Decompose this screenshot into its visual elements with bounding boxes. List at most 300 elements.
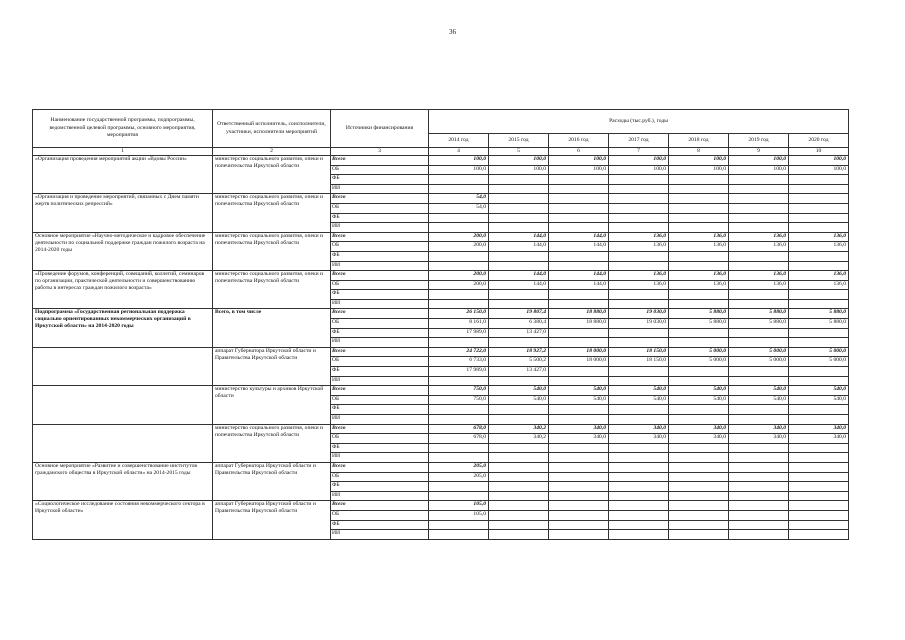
funding-source: ФБ [331, 482, 429, 492]
column-index: 3 [331, 148, 429, 156]
expense-value: 340,2 [489, 424, 549, 434]
expense-value [669, 501, 729, 511]
expense-value: 144,0 [549, 242, 609, 252]
expense-value: 144,0 [549, 280, 609, 290]
expense-value [729, 453, 789, 463]
expense-value: 540,0 [549, 386, 609, 396]
page-number: 36 [449, 28, 456, 36]
expense-value [789, 261, 849, 271]
expense-value [609, 415, 669, 425]
expense-value: 18 000,0 [549, 347, 609, 357]
funding-source: ФБ [331, 290, 429, 300]
expense-value [489, 223, 549, 233]
expense-value: 144,0 [489, 271, 549, 281]
program-name: Основное мероприятие «Развитие и совершенствование институтов гражданского общества в Иркутской области» на 2014-2015 годы [33, 462, 213, 500]
expense-value [609, 453, 669, 463]
column-index: 8 [669, 148, 729, 156]
expense-value [549, 223, 609, 233]
table-row [33, 194, 849, 204]
expense-value [429, 453, 489, 463]
expense-value [789, 299, 849, 309]
expense-value [729, 338, 789, 348]
column-index: 10 [789, 148, 849, 156]
expense-value: 100,0 [669, 165, 729, 175]
expense-value [429, 376, 489, 386]
expense-value [489, 443, 549, 453]
expense-value [669, 415, 729, 425]
expense-value [429, 251, 489, 261]
expense-value [609, 338, 669, 348]
expense-value [549, 194, 609, 204]
expense-value: 5 000,0 [729, 357, 789, 367]
funding-source: ФБ [331, 443, 429, 453]
expense-value [669, 213, 729, 223]
expense-value: 540,0 [789, 386, 849, 396]
expense-value: 136,0 [789, 271, 849, 281]
expense-value [669, 530, 729, 540]
expense-value [489, 194, 549, 204]
expense-value [609, 462, 669, 472]
expense-value [729, 510, 789, 520]
expense-value: 540,0 [549, 395, 609, 405]
expense-value [789, 510, 849, 520]
expense-value [609, 520, 669, 530]
expense-value [669, 462, 729, 472]
header-year: 2017 год [609, 134, 669, 148]
expense-value: 100,0 [669, 155, 729, 165]
expense-value [489, 520, 549, 530]
funding-source: ИИ [331, 223, 429, 233]
expense-value [609, 510, 669, 520]
expense-value [429, 290, 489, 300]
funding-source: ИИ [331, 530, 429, 540]
header-year: 2018 год [669, 134, 729, 148]
expense-value [549, 261, 609, 271]
expense-value [429, 299, 489, 309]
funding-source: ОБ [331, 203, 429, 213]
expense-value [489, 501, 549, 511]
expense-value [549, 443, 609, 453]
expense-value [489, 290, 549, 300]
expense-value [429, 491, 489, 501]
expense-value [609, 482, 669, 492]
expense-value [429, 338, 489, 348]
expense-value [609, 376, 669, 386]
expense-value: 136,0 [609, 242, 669, 252]
expense-value [429, 184, 489, 194]
expense-value [549, 367, 609, 377]
funding-source: Всего [331, 155, 429, 165]
expense-value [789, 482, 849, 492]
expense-value [729, 328, 789, 338]
expense-value [729, 491, 789, 501]
expense-value: 200,0 [429, 271, 489, 281]
expense-value [549, 462, 609, 472]
program-name: Основное мероприятие «Научно-методическое и кадровое обеспечение деятельности по социальной поддержке граждан пожилого возраста на 2014-2020 годы [33, 232, 213, 270]
funding-source: ИИ [331, 299, 429, 309]
expense-value: 340,0 [669, 434, 729, 444]
expense-value: 5 880,0 [789, 309, 849, 319]
expense-value [729, 405, 789, 415]
funding-source: ИИ [331, 184, 429, 194]
expense-value: 205,0 [429, 472, 489, 482]
expense-value [669, 520, 729, 530]
expense-value [669, 299, 729, 309]
expense-value [549, 184, 609, 194]
expense-value: 100,0 [489, 155, 549, 165]
header-expenses: Расходы (тыс.руб.), годы [429, 110, 849, 134]
expense-value: 205,0 [429, 462, 489, 472]
expense-value [489, 510, 549, 520]
expenses-table [32, 109, 849, 540]
funding-source: ФБ [331, 175, 429, 185]
expense-value [729, 223, 789, 233]
expense-value: 18 000,0 [549, 357, 609, 367]
expense-value [549, 328, 609, 338]
expense-value: 26 150,0 [429, 309, 489, 319]
expense-value: 19 807,4 [489, 309, 549, 319]
expense-value [789, 443, 849, 453]
responsible-executor: министерство социального развития, опеки и попечительства Иркутской области [213, 271, 331, 309]
expense-value: 340,0 [669, 424, 729, 434]
expense-value [669, 203, 729, 213]
expense-value [669, 251, 729, 261]
expense-value: 18 880,0 [549, 319, 609, 329]
expense-value [489, 203, 549, 213]
expense-value: 750,0 [429, 386, 489, 396]
expense-value [789, 501, 849, 511]
table-row [33, 386, 849, 396]
funding-source: ОБ [331, 319, 429, 329]
expense-value [609, 203, 669, 213]
expense-value [609, 175, 669, 185]
expense-value [489, 415, 549, 425]
expense-value: 100,0 [549, 165, 609, 175]
expense-value: 200,0 [429, 232, 489, 242]
expense-value: 540,0 [669, 395, 729, 405]
expense-value: 6 733,0 [429, 357, 489, 367]
table-row [33, 501, 849, 511]
expense-value: 136,0 [609, 271, 669, 281]
funding-source: Всего [331, 232, 429, 242]
expense-value: 100,0 [729, 155, 789, 165]
expense-value [669, 510, 729, 520]
expense-value [789, 184, 849, 194]
expense-value: 5 000,0 [729, 347, 789, 357]
table-row [33, 462, 849, 472]
expense-value [789, 462, 849, 472]
expense-value: 54,0 [429, 203, 489, 213]
expense-value: 18 880,0 [549, 309, 609, 319]
column-index: 9 [729, 148, 789, 156]
funding-source: ОБ [331, 165, 429, 175]
expense-value: 5 880,0 [789, 319, 849, 329]
column-index: 2 [213, 148, 331, 156]
funding-source: Всего [331, 386, 429, 396]
expense-value: 136,0 [669, 280, 729, 290]
funding-source: Всего [331, 347, 429, 357]
expense-value: 540,0 [489, 386, 549, 396]
expense-value [489, 462, 549, 472]
expense-value [669, 482, 729, 492]
expense-value [729, 213, 789, 223]
table-row [33, 232, 849, 242]
expense-value [669, 290, 729, 300]
expense-value [549, 290, 609, 300]
expense-value: 750,0 [429, 395, 489, 405]
expense-value: 5 880,0 [729, 319, 789, 329]
expense-value: 13 427,0 [489, 328, 549, 338]
expense-value: 100,0 [489, 165, 549, 175]
expense-value: 105,0 [429, 510, 489, 520]
expense-value [789, 338, 849, 348]
expense-value [489, 376, 549, 386]
expense-value: 5 880,0 [669, 309, 729, 319]
expense-value [549, 251, 609, 261]
expense-value [669, 443, 729, 453]
funding-source: ФБ [331, 213, 429, 223]
expense-value [789, 328, 849, 338]
expense-value: 5 880,0 [729, 309, 789, 319]
expense-value [789, 491, 849, 501]
expense-value: 13 427,0 [489, 367, 549, 377]
header-year: 2014 год [429, 134, 489, 148]
expense-value: 136,0 [789, 242, 849, 252]
expense-value: 5 000,0 [789, 347, 849, 357]
table-row [33, 271, 849, 281]
expense-value: 340,0 [729, 424, 789, 434]
expense-value [609, 261, 669, 271]
expense-value [549, 501, 609, 511]
expense-value [729, 520, 789, 530]
expense-value [669, 261, 729, 271]
expense-value: 17 989,0 [429, 367, 489, 377]
expense-value [609, 491, 669, 501]
funding-source: ФБ [331, 520, 429, 530]
program-name [33, 424, 213, 462]
expense-value: 136,0 [729, 242, 789, 252]
expense-value: 19 030,0 [609, 309, 669, 319]
funding-source: ИИ [331, 453, 429, 463]
expense-value [729, 462, 789, 472]
expense-value: 136,0 [729, 280, 789, 290]
expense-value: 144,0 [489, 280, 549, 290]
responsible-executor: аппарат Губернатора Иркутской области и Правительства Иркутской области [213, 347, 331, 385]
column-index: 1 [33, 148, 213, 156]
header-year: 2019 год [729, 134, 789, 148]
expense-value [789, 376, 849, 386]
program-name [33, 386, 213, 424]
expense-value [789, 290, 849, 300]
expense-value [729, 376, 789, 386]
expense-value [729, 482, 789, 492]
expense-value [789, 251, 849, 261]
expense-value: 5 880,0 [669, 319, 729, 329]
expense-value [789, 194, 849, 204]
expense-value: 5 500,2 [489, 357, 549, 367]
expense-value [549, 299, 609, 309]
expense-value: 678,0 [429, 424, 489, 434]
expense-value [729, 290, 789, 300]
expense-value: 136,0 [669, 242, 729, 252]
expense-value: 340,0 [609, 424, 669, 434]
expense-value [729, 415, 789, 425]
funding-source: Всего [331, 462, 429, 472]
expense-value: 340,0 [549, 424, 609, 434]
expense-value [669, 472, 729, 482]
expense-value: 136,0 [669, 271, 729, 281]
expense-value: 340,0 [789, 434, 849, 444]
expense-value [429, 415, 489, 425]
expense-value: 136,0 [729, 271, 789, 281]
expense-value [429, 175, 489, 185]
expense-value: 144,0 [549, 232, 609, 242]
expense-value: 540,0 [729, 386, 789, 396]
expense-value [609, 223, 669, 233]
expense-value [549, 472, 609, 482]
expense-value: 200,0 [429, 280, 489, 290]
expense-value: 18 150,0 [609, 347, 669, 357]
header-year: 2020 год [789, 134, 849, 148]
expense-value [429, 213, 489, 223]
expense-value: 540,0 [729, 395, 789, 405]
funding-source: ФБ [331, 405, 429, 415]
expense-value [609, 443, 669, 453]
expense-value [669, 405, 729, 415]
program-name [33, 347, 213, 385]
expense-value [729, 251, 789, 261]
expense-value [669, 223, 729, 233]
expense-value [669, 338, 729, 348]
funding-source: ОБ [331, 510, 429, 520]
header-year: 2015 год [489, 134, 549, 148]
funding-source: ФБ [331, 251, 429, 261]
funding-source: ИИ [331, 491, 429, 501]
expense-value: 100,0 [729, 165, 789, 175]
column-index: 5 [489, 148, 549, 156]
expense-value [789, 203, 849, 213]
expense-value: 100,0 [789, 155, 849, 165]
expense-value: 19 030,0 [609, 319, 669, 329]
expense-value [789, 530, 849, 540]
table-body [33, 155, 849, 539]
expense-value: 136,0 [729, 232, 789, 242]
table-row [33, 309, 849, 319]
expense-value [549, 453, 609, 463]
expense-value [789, 213, 849, 223]
header-year: 2016 год [549, 134, 609, 148]
funding-source: ИИ [331, 415, 429, 425]
expense-value [549, 376, 609, 386]
responsible-executor: аппарат Губернатора Иркутской области и Правительства Иркутской области [213, 462, 331, 500]
expense-value [609, 472, 669, 482]
expense-value [609, 213, 669, 223]
funding-source: ОБ [331, 472, 429, 482]
expense-value [489, 299, 549, 309]
expense-value [549, 338, 609, 348]
expense-value: 8 161,0 [429, 319, 489, 329]
expense-value [429, 482, 489, 492]
expense-value [489, 213, 549, 223]
expense-value [489, 184, 549, 194]
header-responsible: Ответственный исполнитель, соисполнители, участники, исполнители мероприятий [213, 110, 331, 148]
expense-value [609, 328, 669, 338]
expense-value [789, 453, 849, 463]
funding-source: ОБ [331, 434, 429, 444]
expense-value [669, 194, 729, 204]
expense-value: 136,0 [609, 280, 669, 290]
expense-value [609, 530, 669, 540]
expense-value [429, 530, 489, 540]
funding-source: Всего [331, 501, 429, 511]
expense-value [669, 491, 729, 501]
expense-value [549, 415, 609, 425]
expense-value [729, 472, 789, 482]
responsible-executor: министерство социального развития, опеки и попечительства Иркутской области [213, 155, 331, 193]
table-row [33, 155, 849, 165]
expense-value: 540,0 [669, 386, 729, 396]
expense-value [489, 472, 549, 482]
expense-value: 340,0 [789, 424, 849, 434]
expense-value: 105,0 [429, 501, 489, 511]
expense-value: 144,0 [489, 242, 549, 252]
expense-value [789, 472, 849, 482]
expense-value [429, 520, 489, 530]
program-name: «Организация проведения мероприятий акции «Вдовы России» [33, 155, 213, 193]
funding-source: ОБ [331, 242, 429, 252]
expense-value: 17 989,0 [429, 328, 489, 338]
funding-source: ОБ [331, 395, 429, 405]
funding-source: ОБ [331, 357, 429, 367]
expense-value [489, 491, 549, 501]
expense-value: 340,2 [489, 434, 549, 444]
expense-value [789, 520, 849, 530]
expense-value [669, 328, 729, 338]
expense-value [729, 261, 789, 271]
expense-value: 340,0 [729, 434, 789, 444]
expense-value [489, 175, 549, 185]
program-name: «Организация и проведение мероприятий, связанных с Днем памяти жертв политических репрессий» [33, 194, 213, 232]
expense-value [489, 482, 549, 492]
expense-value: 540,0 [609, 386, 669, 396]
expense-value [729, 299, 789, 309]
responsible-executor: министерство культуры и архивов Иркутской области [213, 386, 331, 424]
expense-value: 136,0 [789, 280, 849, 290]
expense-value: 540,0 [609, 395, 669, 405]
funding-source: Всего [331, 194, 429, 204]
responsible-executor: министерство социального развития, опеки и попечительства Иркутской области [213, 424, 331, 462]
expense-value [669, 184, 729, 194]
expense-value [609, 194, 669, 204]
expense-value [729, 194, 789, 204]
expense-value [549, 482, 609, 492]
expense-value [609, 501, 669, 511]
expense-value: 340,0 [549, 434, 609, 444]
expense-value [429, 223, 489, 233]
responsible-executor: министерство социального развития, опеки и попечительства Иркутской области [213, 194, 331, 232]
expense-value: 100,0 [609, 155, 669, 165]
expense-value: 540,0 [489, 395, 549, 405]
table-header [33, 110, 849, 156]
expense-value [669, 453, 729, 463]
funding-source: ИИ [331, 338, 429, 348]
column-index: 7 [609, 148, 669, 156]
expense-value [729, 184, 789, 194]
column-index: 6 [549, 148, 609, 156]
column-index: 4 [429, 148, 489, 156]
expense-value [609, 405, 669, 415]
funding-source: ФБ [331, 328, 429, 338]
